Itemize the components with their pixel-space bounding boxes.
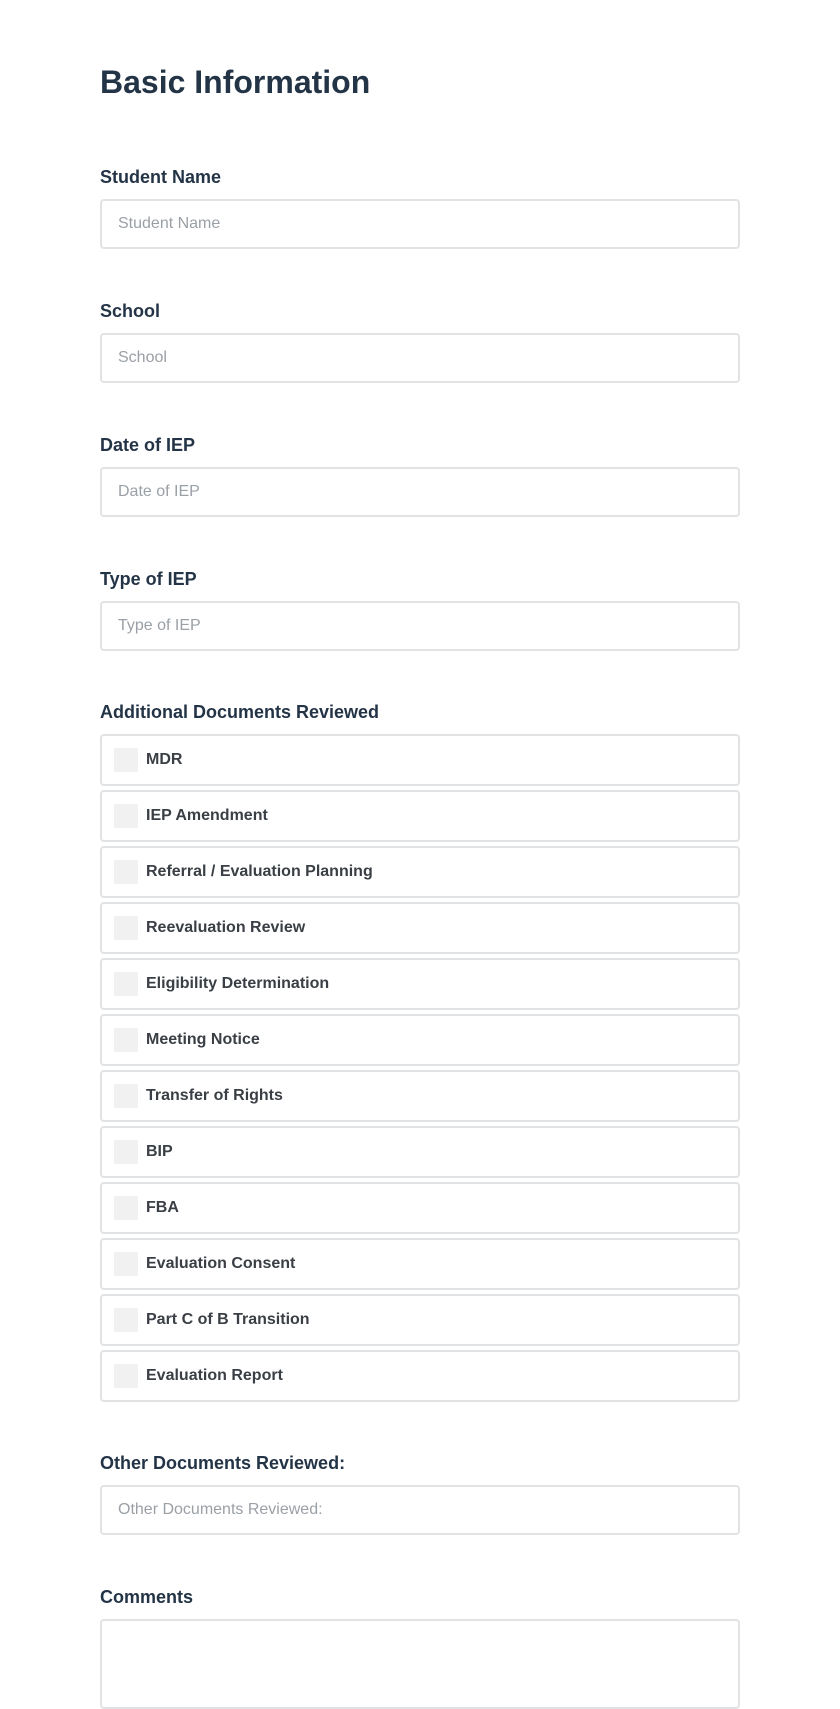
checkbox-icon[interactable]	[114, 1308, 138, 1332]
checkbox-icon[interactable]	[114, 804, 138, 828]
checkbox-option-eligibility-determination[interactable]	[100, 958, 740, 1010]
checkbox-label: Evaluation Report	[146, 1367, 283, 1384]
checkbox-option-referral-evaluation-planning[interactable]	[100, 846, 740, 898]
student-name-input[interactable]	[100, 199, 740, 249]
checkbox-option-meeting-notice[interactable]	[100, 1014, 740, 1066]
student-name-label: Student Name	[100, 167, 222, 187]
checkbox-option-transfer-of-rights[interactable]	[100, 1070, 740, 1122]
checkbox-option-fba[interactable]	[100, 1182, 740, 1234]
checkbox-label: Meeting Notice	[146, 1031, 260, 1048]
checkbox-option-part-c-of-b-transition[interactable]	[100, 1294, 740, 1346]
checkbox-label: FBA	[146, 1199, 179, 1216]
checkbox-option-reevaluation-review[interactable]	[100, 902, 740, 954]
checkbox-option-bip[interactable]	[100, 1126, 740, 1178]
checkbox-icon[interactable]	[114, 972, 138, 996]
other-documents-input[interactable]	[100, 1485, 740, 1535]
checkbox-icon[interactable]	[114, 1196, 138, 1220]
checkbox-icon[interactable]	[114, 1084, 138, 1108]
checkbox-label: BIP	[146, 1143, 173, 1160]
additional-documents-checkbox-list	[100, 734, 740, 1406]
checkbox-icon[interactable]	[114, 916, 138, 940]
checkbox-option-evaluation-consent[interactable]	[100, 1238, 740, 1290]
comments-textarea[interactable]	[100, 1619, 740, 1709]
date-of-iep-label: Date of IEP	[100, 435, 196, 455]
checkbox-icon[interactable]	[114, 1028, 138, 1052]
checkbox-option-evaluation-report[interactable]	[100, 1350, 740, 1402]
school-label: School	[100, 301, 161, 321]
checkbox-icon[interactable]	[114, 1140, 138, 1164]
type-of-iep-input[interactable]	[100, 601, 740, 651]
checkbox-label: Eligibility Determination	[146, 975, 330, 992]
checkbox-icon[interactable]	[114, 748, 138, 772]
checkbox-option-mdr[interactable]	[100, 734, 740, 786]
page-title: Basic Information	[100, 64, 371, 100]
checkbox-label: Reevaluation Review	[146, 919, 306, 936]
other-documents-label: Other Documents Reviewed:	[100, 1453, 346, 1473]
additional-documents-label: Additional Documents Reviewed	[100, 702, 380, 722]
checkbox-label: Part C of B Transition	[146, 1311, 310, 1328]
checkbox-label: Transfer of Rights	[146, 1087, 283, 1104]
checkbox-icon[interactable]	[114, 860, 138, 884]
checkbox-label: Evaluation Consent	[146, 1255, 296, 1272]
checkbox-label: IEP Amendment	[146, 807, 268, 824]
type-of-iep-label: Type of IEP	[100, 569, 197, 589]
comments-label: Comments	[100, 1587, 194, 1607]
checkbox-icon[interactable]	[114, 1252, 138, 1276]
school-input[interactable]	[100, 333, 740, 383]
checkbox-label: Referral / Evaluation Planning	[146, 863, 373, 880]
checkbox-option-iep-amendment[interactable]	[100, 790, 740, 842]
date-of-iep-input[interactable]	[100, 467, 740, 517]
checkbox-icon[interactable]	[114, 1364, 138, 1388]
checkbox-label: MDR	[146, 751, 183, 768]
